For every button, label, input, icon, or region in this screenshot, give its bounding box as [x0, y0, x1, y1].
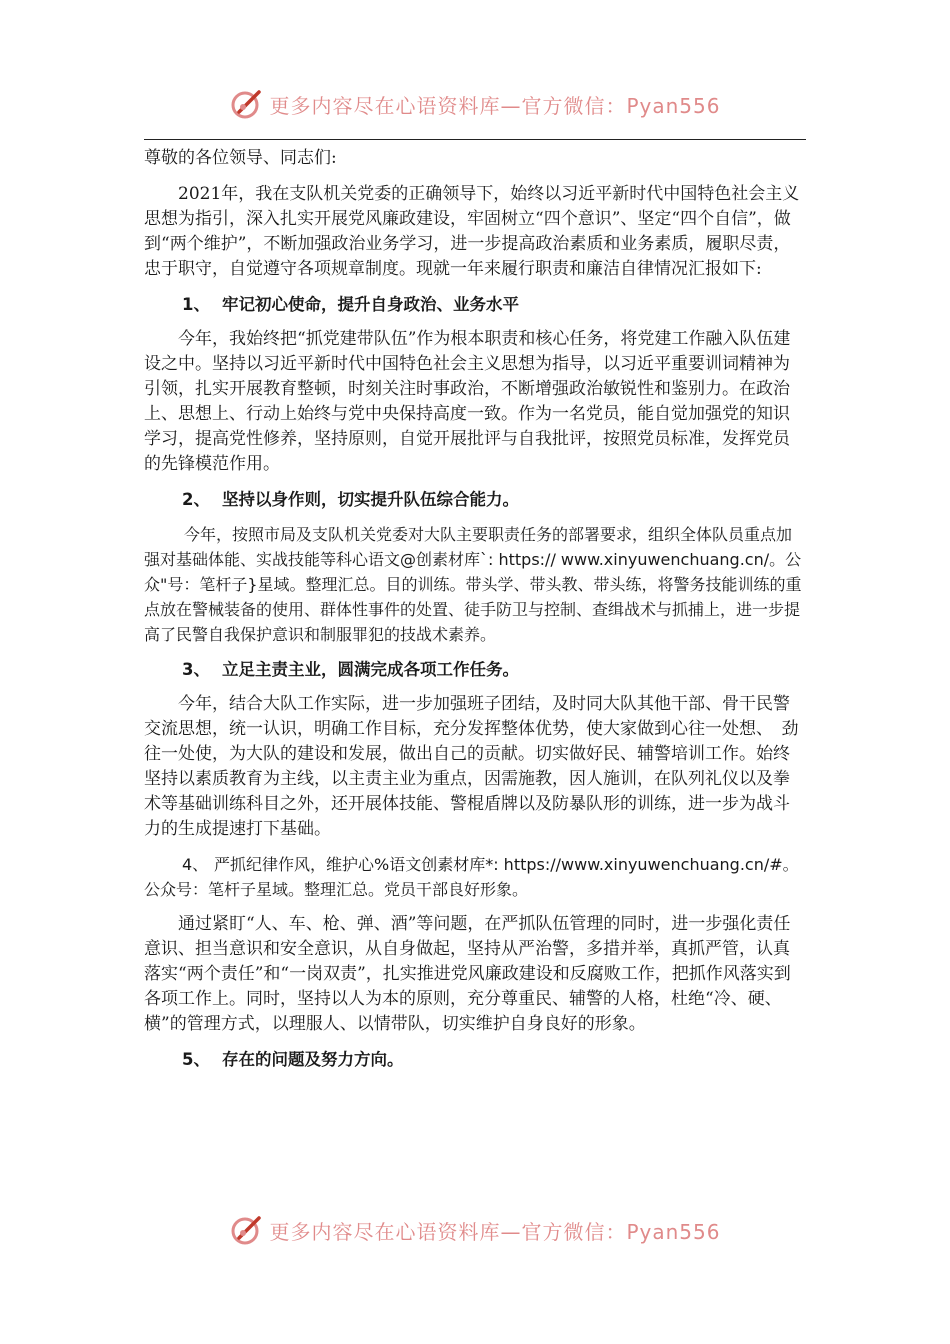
section-number: 4、: [182, 855, 209, 874]
section-title: 坚持以身作则，切实提升队伍综合能力。: [222, 490, 519, 509]
section-title: 牢记初心使命，提升自身政治、业务水平: [222, 295, 519, 314]
section-body-3: 今年，结合大队工作实际，进一步加强班子团结，及时同大队其他干部、骨干民警交流思想，统一认识，明确工作目标，充分发挥整体优势，使大家做到心往一处想、 劲往一处使，为大队的建设和发展，做出自己的贡献。切实做好民、辅警培训工作。始终坚持以素质教育为主线，以主责主业为重点，因需施教，因人施训，在队列礼仪以及拳术等基础训练科目之外，还开展体技能、警棍盾牌以及防暴队形的训练，进一步为战斗力的生成提速打下基础。: [144, 694, 799, 839]
section-heading-3: [144, 657, 806, 682]
section-heading-1: [144, 292, 806, 317]
greeting: 尊敬的各位领导、同志们:: [144, 148, 337, 168]
section-heading-4: [144, 852, 806, 902]
section-number: 3、: [182, 660, 210, 679]
section-title: 立足主责主业，圆满完成各项工作任务。: [222, 660, 519, 679]
watermark-text: 更多内容尽在心语资料库—官方微信：Pyan556: [269, 93, 721, 118]
section-number: 5、: [182, 1050, 210, 1069]
section-title: 严抓纪律作风，维护心%语文创素材库*: https://www.xinyuwenchuang.cn/#。公众号：笔杆子星域。整理汇总。党员干部良好形象。: [144, 855, 799, 899]
document-body: [144, 146, 806, 1082]
header-divider: [144, 139, 806, 140]
section-heading-2: [144, 487, 806, 512]
section-heading-5: [144, 1047, 806, 1072]
header-watermark-banner: [0, 84, 950, 124]
footer-watermark-banner: [0, 1210, 950, 1250]
section-body-2: 今年，按照市局及支队机关党委对大队主要职责任务的部署要求，组织全体队员重点加强对基础体能、实战技能等科心语文@创素材库`: https:// www.xinyuwenchuang.cn/。公众"号：笔杆子}星域。整理汇总。目的训练。带头学、带头教、带头练，将警务技能训练的重点放在警械装备的使用、群体性事件的处置、徒手防卫与控制、查缉战术与抓捕上，进一步提高了民警自我保护意识和制服罪犯的技战术素养。: [144, 525, 802, 644]
section-title: 存在的问题及努力方向。: [222, 1050, 404, 1069]
section-number: 2、: [182, 490, 210, 509]
watermark-text: 更多内容尽在心语资料库—官方微信：Pyan556: [269, 1219, 721, 1244]
section-body-1: 今年，我始终把“抓党建带队伍”作为根本职责和核心任务，将党建工作融入队伍建设之中。坚持以习近平新时代中国特色社会主义思想为指导，以习近平重要训词精神为引领，扎实开展教育整顿，时刻关注时事政治，不断增强政治敏锐性和鉴别力。在政治上、思想上、行动上始终与党中央保持高度一致。作为一名党员，能自觉加强党的知识学习，提高党性修养，坚持原则，自觉开展批评与自我批评，按照党员标准，发挥党员的先锋模范作用。: [144, 329, 791, 474]
section-number: 1、: [182, 295, 210, 314]
intro-paragraph: 2021年，我在支队机关党委的正确领导下，始终以习近平新时代中国特色社会主义思想为指引，深入扎实开展党风廉政建设，牢固树立“四个意识”、坚定“四个自信”，做到“两个维护”，不断加强政治业务学习，进一步提高政治素质和业务素质，履职尽责，忠于职守，自觉遵守各项规章制度。现就一年来履行职责和廉洁自律情况汇报如下:: [144, 184, 800, 279]
brush-stroke-logo-icon: [229, 1212, 265, 1248]
brush-stroke-logo-icon: [229, 86, 265, 122]
section-body-4: 通过紧盯“人、车、枪、弹、酒”等问题，在严抓队伍管理的同时，进一步强化责任意识、担当意识和安全意识，从自身做起，坚持从严治警，多措并举，真抓严管，认真落实“两个责任”和“一岗双责”，扎实推进党风廉政建设和反腐败工作，把抓作风落实到各项工作上。同时，坚持以人为本的原则，充分尊重民、辅警的人格，杜绝“冷、硬、横”的管理方式，以理服人、以情带队，切实维护自身良好的形象。: [144, 914, 791, 1034]
